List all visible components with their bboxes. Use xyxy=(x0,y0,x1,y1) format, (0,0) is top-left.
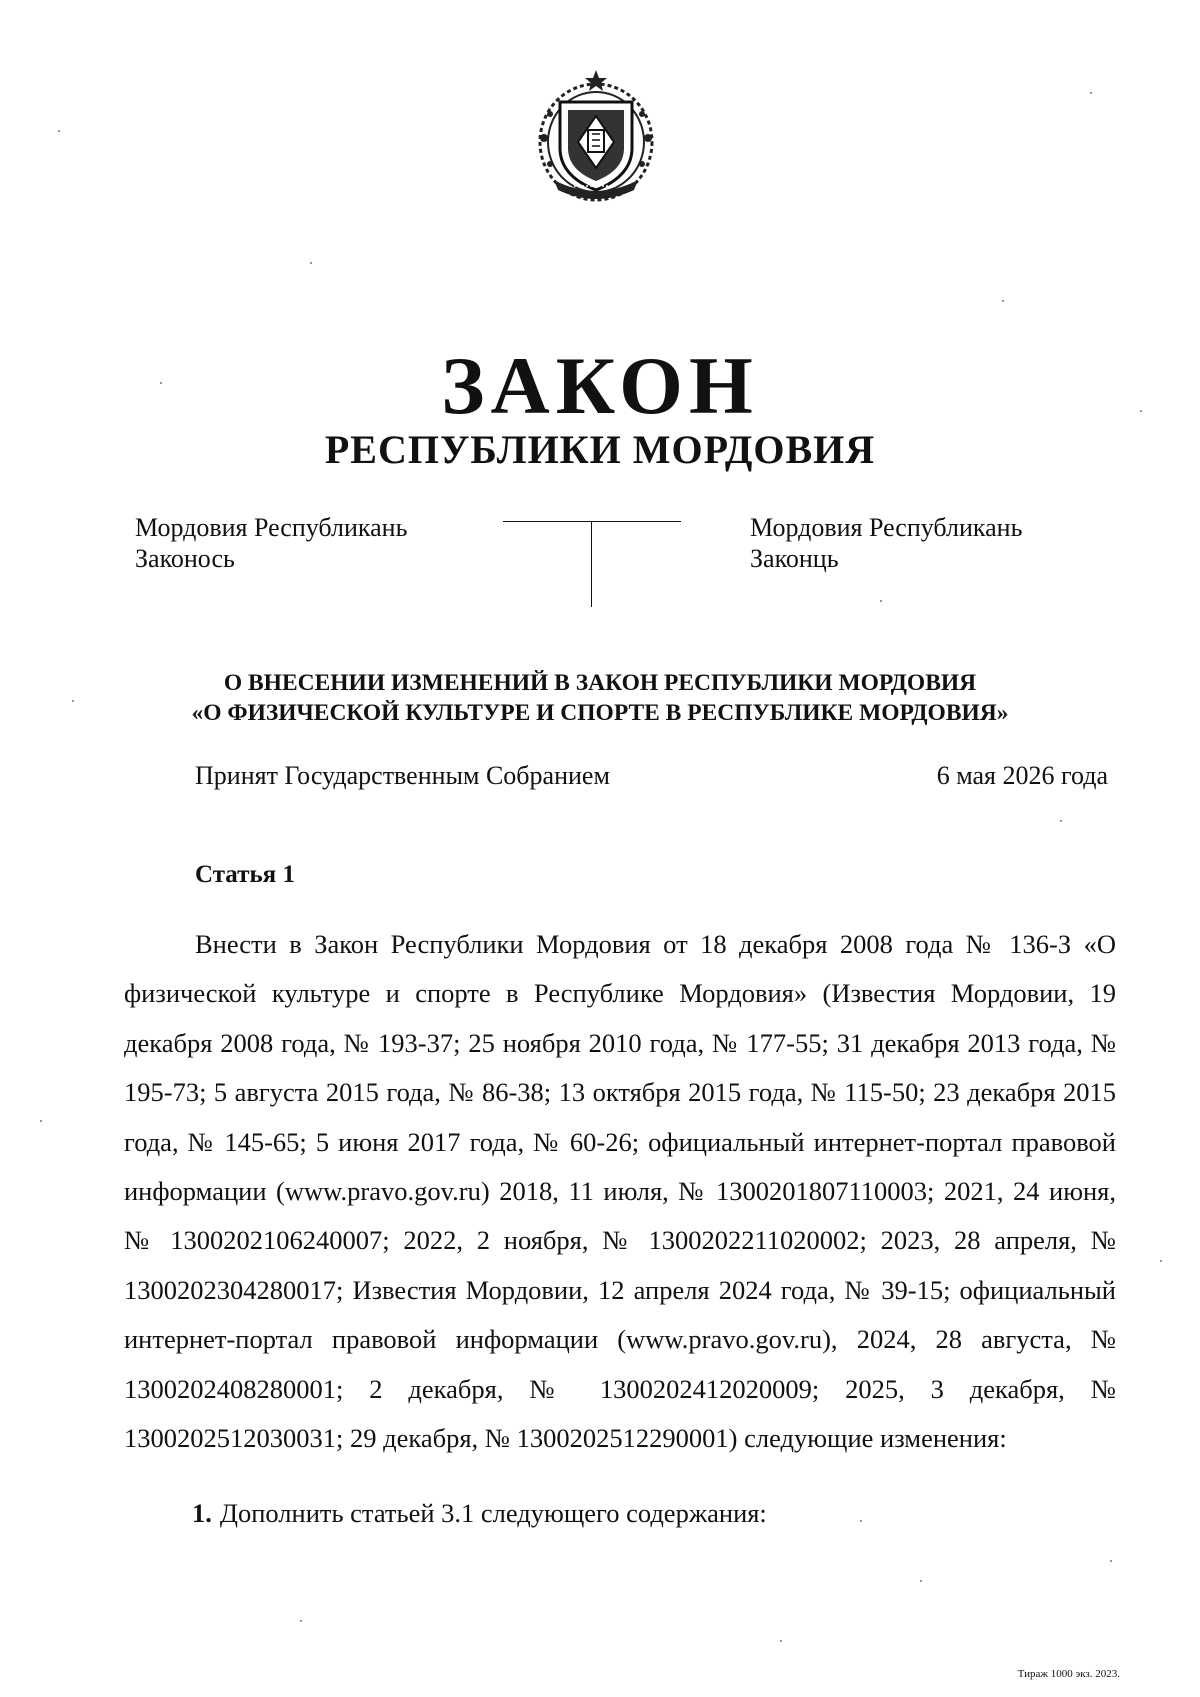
header-left-line: Мордовия Республикань xyxy=(135,513,408,542)
list-item-text: Дополнить статьей 3.1 следующего содержания: xyxy=(219,1498,767,1528)
list-item-number: 1. xyxy=(192,1498,212,1528)
law-name-line: О ВНЕСЕНИИ ИЗМЕНЕНИЙ В ЗАКОН РЕСПУБЛИКИ МОРДОВИЯ xyxy=(223,670,977,696)
print-run-note: Тираж 1000 экз. 2023. xyxy=(1017,1668,1120,1680)
list-item xyxy=(192,1498,767,1529)
header-right-column xyxy=(750,512,1022,574)
article-paragraph: Внести в Закон Республики Мордовия от 18 декабря 2008 года № 136-З «О физической культуре и спорте в Республике Мордовия» (Известия Мордовии, 19 декабря 2008 года, № 193-37; 25 ноября 2010 года, № 177-55; 31 декабря 2013 года, № 195-73; 5 августа 2015 года, № 86-38; 13 октября 2015 года, № 115-50; 23 декабря 2015 года, № 145-65; 5 июня 2017 года, № 60-26; официальный интернет-портал правовой информации (www.pravo.gov.ru) 2018, 11 июля, № 1300201807110003; 2021, 24 июня, № 1300202106240007; 2022, 2 ноября, № 1300202211020002; 2023, 28 апреля, № 1300202304280017; Известия Мордовии, 12 апреля 2024 года, № 39-15; официальный интернет-портал правовой информации (www.pravo.gov.ru), 2024, 28 августа, № 1300202408280001; 2 декабря, № 1300202412020009; 2025, 3 декабря, № 1300202512030031; 29 декабря, № 1300202512290001) следующие изменения: xyxy=(124,929,1116,1454)
adoption-date: 6 мая 2026 года xyxy=(936,761,1108,790)
header-divider-horizontal xyxy=(503,521,681,522)
document-title: ЗАКОН xyxy=(441,340,759,431)
document-subtitle: РЕСПУБЛИКИ МОРДОВИЯ xyxy=(324,427,876,472)
law-name-heading xyxy=(0,668,1200,728)
law-name-line: «О ФИЗИЧЕСКОЙ КУЛЬТУРЕ И СПОРТЕ В РЕСПУБЛИКЕ МОРДОВИЯ» xyxy=(191,700,1009,726)
header-right-line: Законць xyxy=(750,544,839,573)
coat-of-arms-icon xyxy=(530,68,662,204)
header-left-line: Законось xyxy=(135,544,235,573)
header-divider-vertical xyxy=(591,521,592,607)
header-left-column xyxy=(135,512,407,574)
adoption-label: Принят Государственным Собранием xyxy=(195,761,610,790)
header-right-line: Мордовия Республикань xyxy=(750,513,1023,542)
article-heading: Статья 1 xyxy=(195,861,295,888)
